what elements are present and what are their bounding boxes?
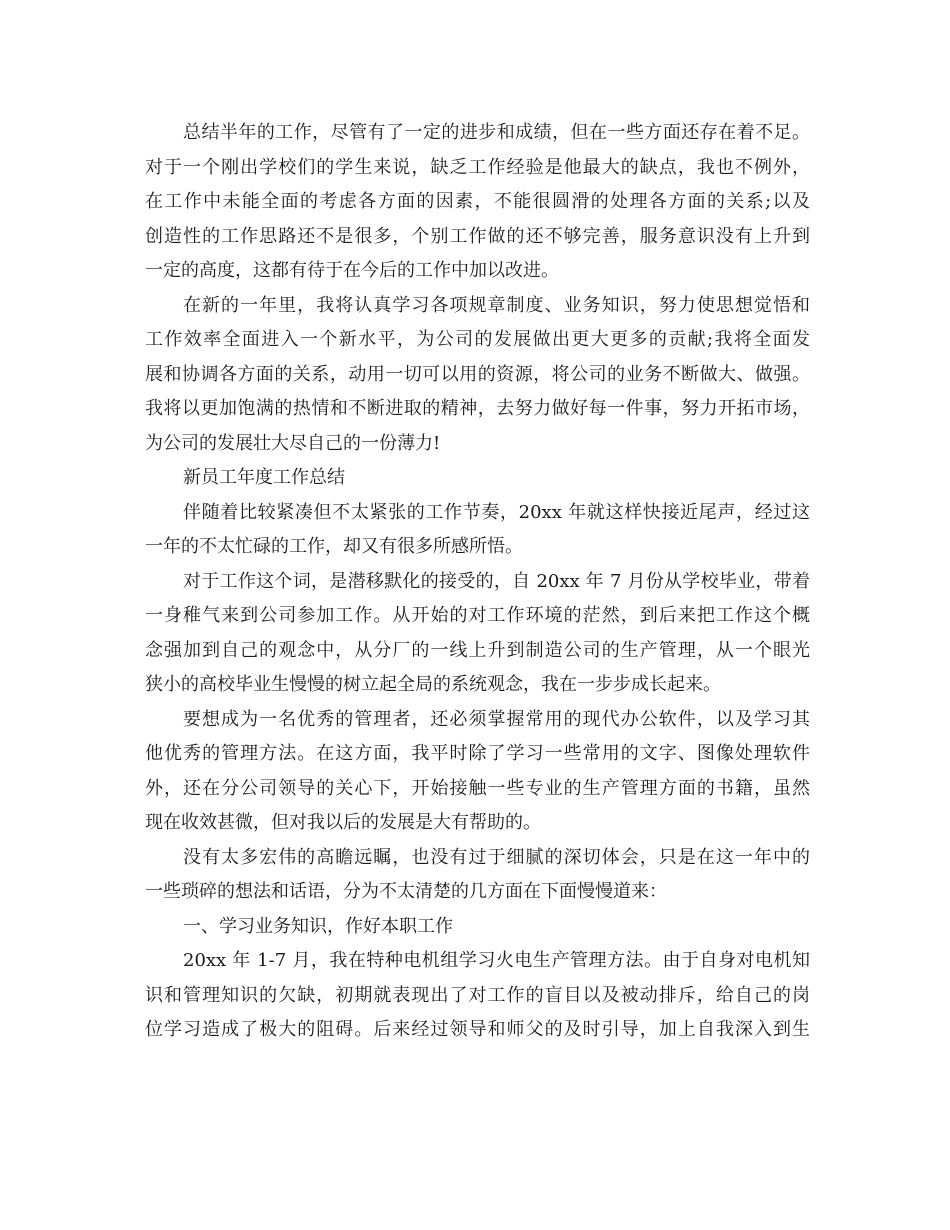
text-line: 一定的高度，这都有待于在今后的工作中加以改进。 — [145, 260, 559, 281]
text-line: 他优秀的管理方法。在这方面，我平时除了学习一些常用的文字、图像处理软件 — [145, 743, 810, 764]
text-line: 狭小的高校毕业生慢慢的树立起全局的系统观念，我在一步步成长起来。 — [145, 674, 721, 695]
text-line: 展和协调各方面的关系，动用一切可以用的资源，将公司的业务不断做大、做强。 — [145, 363, 810, 385]
text-line: 伴随着比较紧凑但不太紧张的工作节奏，20xx 年就这样快接近尾声，经过这 — [183, 501, 810, 523]
text-line: 一、学习业务知识，作好本职工作 — [183, 915, 453, 937]
text-line: 现在收效甚微，但对我以后的发展是大有帮助的。 — [145, 812, 541, 833]
text-line: 识和管理知识的欠缺，初期就表现出了对工作的盲目以及被动排斥，给自己的岗 — [145, 984, 810, 1006]
text-line: 一些琐碎的想法和话语，分为不太清楚的几方面在下面慢慢道来： — [145, 881, 667, 902]
text-line: 念强加到自己的观念中，从分厂的一线上升到制造公司的生产管理，从一个眼光 — [145, 639, 810, 661]
text-line: 总结半年的工作，尽管有了一定的进步和成绩，但在一些方面还存在着不足。 — [183, 122, 810, 143]
text-line: 对于一个刚出学校们的学生来说，缺乏工作经验是他最大的缺点，我也不例外， — [145, 156, 810, 178]
text-line: 工作效率全面进入一个新水平，为公司的发展做出更大更多的贡献;我将全面发 — [145, 329, 810, 350]
text-line: 我将以更加饱满的热情和不断进取的精神，去努力做好每一件事，努力开拓市场， — [145, 398, 810, 419]
text-line: 要想成为一名优秀的管理者，还必须掌握常用的现代办公软件，以及学习其 — [183, 708, 810, 730]
text-line: 没有太多宏伟的高瞻远瞩，也没有过于细腻的深切体会，只是在这一年中的 — [183, 846, 810, 868]
text-line: 在新的一年里，我将认真学习各项规章制度、业务知识，努力使思想觉悟和 — [183, 294, 810, 316]
text-line: 20xx 年 1-7 月，我在特种电机组学习火电生产管理方法。由于自身对电机知 — [183, 950, 810, 971]
text-line: 对于工作这个词，是潜移默化的接受的，自 20xx 年 7 月份从学校毕业，带着 — [183, 570, 810, 592]
text-line: 位学习造成了极大的阻碍。后来经过领导和师父的及时引导，加上自我深入到生 — [145, 1019, 810, 1040]
text-line: 为公司的发展壮大尽自己的一份薄力! — [145, 432, 441, 454]
text-line: 一年的不太忙碌的工作，却又有很多所感所悟。 — [145, 536, 523, 557]
text-line: 新员工年度工作总结 — [183, 467, 345, 488]
text-line: 在工作中未能全面的考虑各方面的因素，不能很圆滑的处理各方面的关系;以及 — [145, 191, 810, 212]
text-line: 外，还在分公司领导的关心下，开始接触一些专业的生产管理方面的书籍，虽然 — [145, 777, 810, 799]
text-line: 一身稚气来到公司参加工作。从开始的对工作环境的茫然，到后来把工作这个概 — [145, 605, 810, 626]
document-body — [145, 116, 810, 1048]
text-line: 创造性的工作思路还不是很多，个别工作做的还不够完善，服务意识没有上升到 — [145, 225, 810, 247]
